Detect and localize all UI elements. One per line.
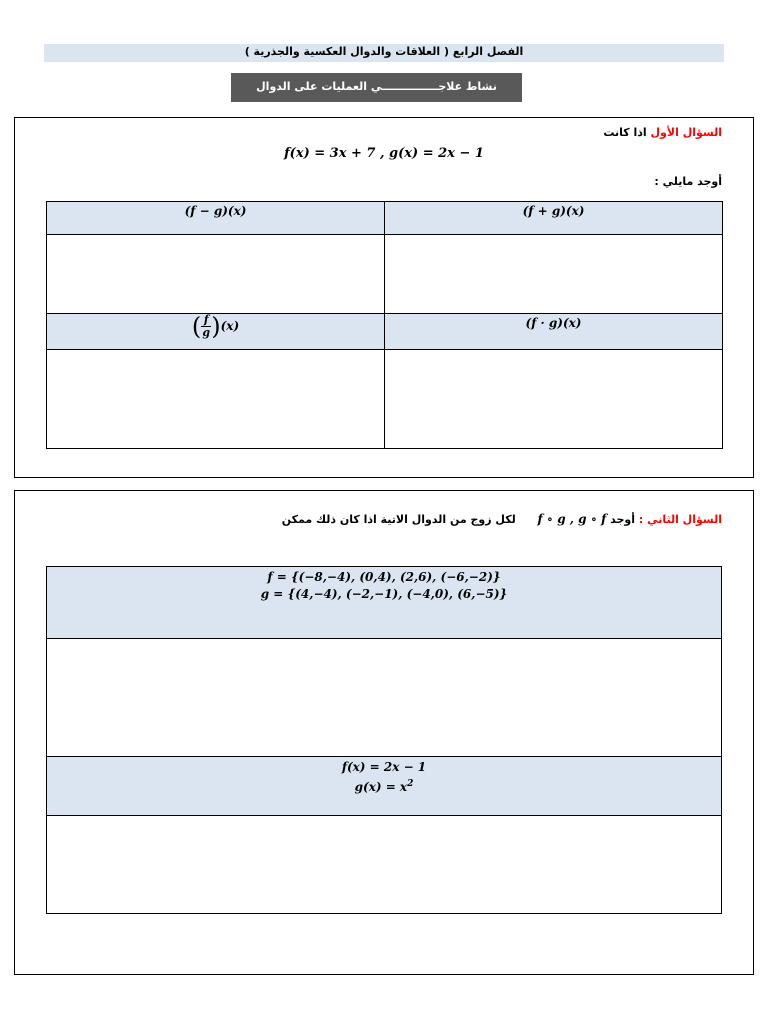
question-1-instruction: أوجد مايلي : (654, 175, 722, 188)
table-row (47, 235, 723, 314)
table-row (47, 757, 722, 816)
chapter-title-bar (44, 44, 724, 62)
question-2-table (46, 566, 722, 914)
quotient-answer-cell[interactable] (47, 350, 385, 449)
activity-title-box (231, 73, 522, 102)
table-row (47, 314, 723, 350)
pair-2-g (47, 776, 721, 796)
difference-expression: (f − g)(x) (184, 204, 247, 218)
question-1-table (46, 201, 723, 449)
chapter-title: الفصل الرابع ( العلاقات والدوال العكسية والجذرية ) (244, 45, 524, 58)
question-2-find: أوجد (610, 513, 635, 526)
quotient-denominator: g (202, 326, 211, 339)
pair-1-answer-cell[interactable] (47, 639, 722, 757)
question-2-rest: لكل زوج من الدوال الاتية اذا كان ذلك ممكن (281, 513, 516, 526)
question-2-compositions: f ∘ g , g ∘ f (537, 512, 607, 526)
pair-2-answer-cell[interactable] (47, 816, 722, 914)
sum-answer-cell[interactable] (385, 235, 723, 314)
table-row (47, 639, 722, 757)
pair-1-header (47, 567, 722, 639)
quotient-expression: ( $\frac{f}{g}$ )(x) (191, 312, 240, 341)
difference-header (47, 202, 385, 235)
sum-header (385, 202, 723, 235)
quotient-header (47, 314, 385, 350)
pair-2-header (47, 757, 722, 816)
table-row (47, 816, 722, 914)
quotient-numerator: f (203, 313, 209, 326)
product-header (385, 314, 723, 350)
pair-2-g-base: g(x) = x (354, 780, 408, 794)
pair-1-g: g = {(4,−4), (−2,−1), (−4,0), (6,−5)} (260, 587, 508, 601)
table-row (47, 202, 723, 235)
difference-answer-cell[interactable] (47, 235, 385, 314)
activity-title: نشاط علاجـــــــــــــــي العمليات على الدوال (256, 80, 497, 93)
question-2-heading (282, 512, 722, 526)
question-1-intro: اذا كانت (603, 126, 647, 139)
table-row (47, 350, 723, 449)
pair-1-f: f = {(−8,−4), (0,4), (2,6), (−6,−2)} (267, 570, 501, 584)
product-expression: (f · g)(x) (525, 316, 582, 330)
quotient-suffix: (x) (220, 319, 240, 333)
sum-expression: (f + g)(x) (522, 204, 585, 218)
pair-2-f: f(x) = 2x − 1 (341, 760, 427, 774)
pair-2-g-exponent: 2 (407, 779, 414, 789)
product-answer-cell[interactable] (385, 350, 723, 449)
question-2-label: السؤال الثاني : (638, 513, 722, 526)
question-1-label: السؤال الأول (650, 126, 722, 139)
question-1-functions: f(x) = 3x + 7 , g(x) = 2x − 1 (284, 146, 484, 161)
table-row (47, 567, 722, 639)
question-1-heading (603, 126, 722, 139)
